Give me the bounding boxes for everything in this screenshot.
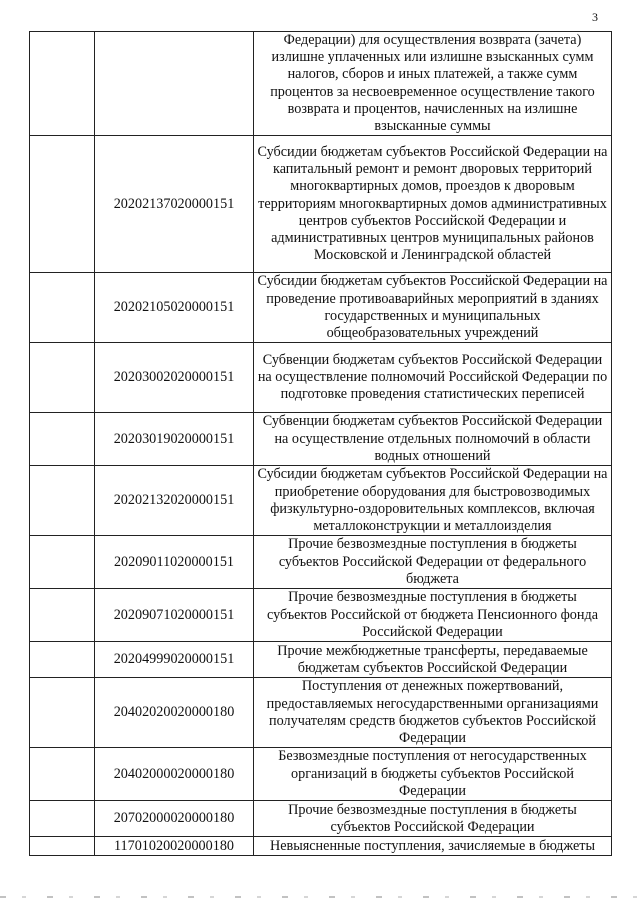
code-cell: 20203019020000151 [95, 413, 254, 466]
table-row [30, 343, 612, 413]
code-cell: 11701020020000180 [95, 837, 254, 856]
revenue-code-table [29, 31, 612, 856]
name-cell: Поступления от денежных пожертвований, предоставляемых негосударственными организациями получателям средств бюджетов субъектов Российской Федерации [254, 678, 612, 748]
blank-cell [30, 801, 95, 837]
name-cell: Субвенции бюджетам субъектов Российской Федерации на осуществление отдельных полномочий в области водных отношений [254, 413, 612, 466]
name-cell: Субвенции бюджетам субъектов Российской Федерации на осуществление полномочий Российской Федерации по подготовке проведения статистических переписей [254, 343, 612, 413]
blank-cell [30, 413, 95, 466]
name-cell: Прочие безвозмездные поступления в бюджеты субъектов Российской от бюджета Пенсионного фонда Российской Федерации [254, 589, 612, 642]
code-cell: 20202137020000151 [95, 136, 254, 273]
table-row [30, 32, 612, 136]
blank-cell [30, 589, 95, 642]
table-row [30, 748, 612, 801]
code-cell: 20702000020000180 [95, 801, 254, 837]
page-number: 3 [592, 10, 598, 24]
blank-cell [30, 837, 95, 856]
table-row [30, 136, 612, 273]
name-cell: Субсидии бюджетам субъектов Российской Федерации на проведение противоаварийных мероприятий в зданиях государственных и муниципальных общеобразовательных учреждений [254, 273, 612, 343]
code-cell: 20204999020000151 [95, 642, 254, 678]
name-cell: Прочие межбюджетные трансферты, передаваемые бюджетам субъектов Российской Федерации [254, 642, 612, 678]
name-cell: Субсидии бюджетам субъектов Российской Федерации на приобретение оборудования для быстровозводимых физкультурно-оздоровительных комплексов, включая металлоконструкции и металлоизделия [254, 466, 612, 536]
name-cell: Субсидии бюджетам субъектов Российской Федерации на капитальный ремонт и ремонт дворовых территорий многоквартирных домов, проездов к дворовым территориям многоквартирных домов административных центров субъектов Российской Федерации и административных центров муниципальных районов Московской и Ленинградской областей [254, 136, 612, 273]
code-cell: 20203002020000151 [95, 343, 254, 413]
blank-cell [30, 273, 95, 343]
blank-cell [30, 536, 95, 589]
name-cell: Невыясненные поступления, зачисляемые в бюджеты [254, 837, 612, 856]
name-cell: Безвозмездные поступления от негосударственных организаций в бюджеты субъектов Российской Федерации [254, 748, 612, 801]
blank-cell [30, 136, 95, 273]
table-row [30, 413, 612, 466]
blank-cell [30, 678, 95, 748]
table-row [30, 837, 612, 856]
blank-cell [30, 343, 95, 413]
code-cell: 20402000020000180 [95, 748, 254, 801]
code-cell: 20202132020000151 [95, 466, 254, 536]
name-cell: Федерации) для осуществления возврата (зачета) излишне уплаченных или излишне взысканных сумм налогов, сборов и иных платежей, а также сумм процентов за несвоевременное осуществление такого возврата и процентов, начисленных на излишне взысканные суммы [254, 32, 612, 136]
code-cell: 20209011020000151 [95, 536, 254, 589]
code-cell [95, 32, 254, 136]
blank-cell [30, 32, 95, 136]
blank-cell [30, 466, 95, 536]
name-cell: Прочие безвозмездные поступления в бюджеты субъектов Российской Федерации [254, 801, 612, 837]
table-row [30, 536, 612, 589]
blank-cell [30, 748, 95, 801]
code-cell: 20209071020000151 [95, 589, 254, 642]
name-cell: Прочие безвозмездные поступления в бюджеты субъектов Российской Федерации от федерального бюджета [254, 536, 612, 589]
table-row [30, 642, 612, 678]
table-row [30, 801, 612, 837]
table-row [30, 589, 612, 642]
scan-artifact [0, 896, 640, 898]
code-cell: 20402020020000180 [95, 678, 254, 748]
table-row [30, 466, 612, 536]
table-row [30, 678, 612, 748]
code-cell: 20202105020000151 [95, 273, 254, 343]
blank-cell [30, 642, 95, 678]
table-row [30, 273, 612, 343]
